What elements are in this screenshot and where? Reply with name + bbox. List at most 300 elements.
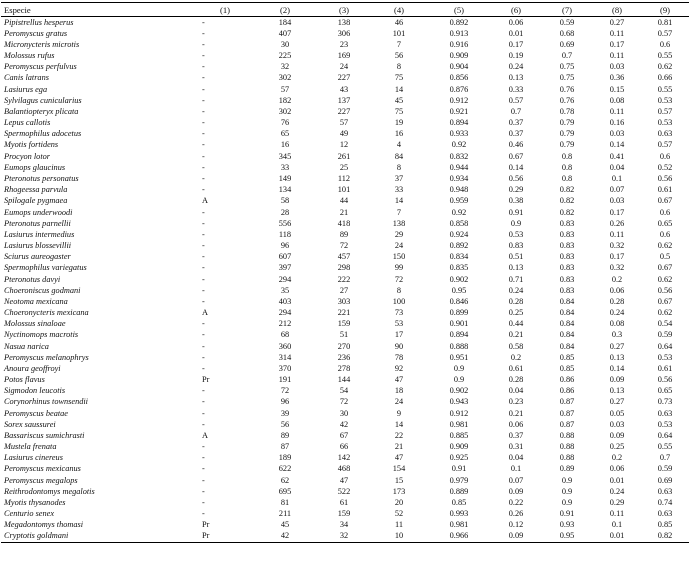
value-cell: 0.7 (659, 453, 671, 463)
value-cell: 0.36 (609, 73, 625, 83)
value-cell: 0.65 (657, 386, 673, 396)
species-name-cell: Peromyscus melanophrys (4, 352, 89, 362)
column-header-8: (8) (593, 3, 641, 17)
value-cell: 90 (394, 341, 404, 351)
table-row (1, 397, 689, 408)
value-cell: 0.52 (657, 162, 673, 172)
status-cell: - (202, 39, 205, 49)
value-cell: 0.12 (508, 520, 524, 530)
value-cell: 0.62 (657, 308, 673, 318)
value-cell: 0.86 (559, 386, 575, 396)
value-cell: 522 (337, 486, 351, 496)
value-cell: 0.06 (508, 419, 524, 429)
table-row (1, 84, 689, 95)
value-cell: 0.9 (561, 486, 573, 496)
value-cell: 0.17 (508, 39, 524, 49)
value-cell: 397 (278, 263, 292, 273)
value-cell: 0.8 (561, 151, 573, 161)
value-cell: 0.921 (449, 106, 469, 116)
table-row (1, 140, 689, 151)
value-cell: 0.979 (449, 475, 469, 485)
value-cell: 45 (394, 95, 404, 105)
species-name-cell: Peromyscus gratus (4, 28, 68, 38)
value-cell: 0.32 (609, 263, 625, 273)
status-cell: - (202, 386, 205, 396)
value-cell: 0.912 (449, 95, 469, 105)
table-row (1, 430, 689, 441)
value-cell: 0.16 (609, 118, 625, 128)
value-cell: 0.62 (657, 62, 673, 72)
status-cell: - (202, 185, 205, 195)
table-row (1, 464, 689, 475)
value-cell: 0.01 (593, 531, 641, 543)
status-cell: - (202, 17, 205, 27)
value-cell: 24 (394, 241, 404, 251)
value-cell: 169 (337, 51, 351, 61)
value-cell: 0.7 (561, 51, 573, 61)
value-cell: 0.82 (559, 185, 575, 195)
value-cell: 0.82 (559, 207, 575, 217)
species-name-cell: Pipistrellus hesperus (4, 17, 74, 27)
value-cell: 0.95 (541, 531, 593, 543)
status-cell: A (202, 308, 208, 318)
value-cell: 96 (280, 241, 290, 251)
value-cell: 0.83 (559, 241, 575, 251)
value-cell: 0.56 (508, 173, 524, 183)
table-row (1, 497, 689, 508)
value-cell: 0.15 (609, 84, 625, 94)
value-cell: 0.37 (508, 430, 524, 440)
value-cell: 0.924 (449, 229, 469, 239)
species-name-cell: Molossus rufus (4, 51, 55, 61)
species-name-cell: Spermophilus variegatus (4, 263, 87, 273)
value-cell: 261 (337, 151, 351, 161)
value-cell: 302 (278, 106, 292, 116)
value-cell: 75 (394, 106, 404, 116)
value-cell: 16 (394, 129, 404, 139)
value-cell: 37 (394, 173, 404, 183)
value-cell: 57 (339, 118, 349, 128)
status-cell: - (202, 140, 205, 150)
value-cell: 137 (337, 95, 351, 105)
value-cell: 0.11 (609, 229, 625, 239)
status-cell: - (202, 118, 205, 128)
value-cell: 0.81 (657, 17, 673, 27)
value-cell: 24 (394, 397, 404, 407)
status-cell: - (202, 319, 205, 329)
value-cell: 68 (280, 330, 290, 340)
species-name-cell: Myotis thysanodes (4, 497, 66, 507)
table-body (1, 17, 689, 543)
value-cell: 16 (280, 140, 290, 150)
value-cell: 8 (396, 62, 402, 72)
value-cell: 0.29 (609, 497, 625, 507)
table-row (1, 39, 689, 50)
value-cell: 0.63 (657, 509, 673, 519)
species-name-cell: Myotis fortidens (4, 140, 59, 150)
status-cell: - (202, 173, 205, 183)
table-row (1, 185, 689, 196)
value-cell: 52 (394, 509, 404, 519)
value-cell: 0.89 (559, 464, 575, 474)
value-cell: 182 (278, 95, 292, 105)
value-cell: 0.84 (559, 319, 575, 329)
value-cell: 607 (278, 252, 292, 262)
value-cell: 0.65 (657, 218, 673, 228)
value-cell: 0.892 (449, 17, 469, 27)
value-cell: 0.944 (449, 162, 469, 172)
value-cell: 62 (280, 475, 290, 485)
value-cell: 51 (339, 330, 349, 340)
value-cell: 56 (394, 51, 404, 61)
species-name-cell: Balantiopteryx plicata (4, 106, 79, 116)
value-cell: 0.37 (508, 129, 524, 139)
value-cell: 0.14 (508, 162, 524, 172)
value-cell: 191 (278, 375, 292, 385)
value-cell: 0.55 (657, 84, 673, 94)
value-cell: 0.76 (559, 84, 575, 94)
status-cell: - (202, 453, 205, 463)
value-cell: 0.832 (449, 151, 469, 161)
value-cell: 0.53 (657, 419, 673, 429)
table-row (1, 151, 689, 162)
value-cell: 34 (339, 520, 349, 530)
value-cell: 32 (280, 62, 290, 72)
value-cell: 0.21 (508, 408, 524, 418)
value-cell: 99 (394, 263, 404, 273)
value-cell: 19 (394, 118, 404, 128)
value-cell: 173 (392, 486, 406, 496)
value-cell: 0.67 (508, 151, 524, 161)
value-cell: 0.46 (508, 140, 524, 150)
value-cell: 0.56 (657, 285, 673, 295)
table-row (1, 296, 689, 307)
species-name-cell: Procyon lotor (4, 151, 51, 161)
value-cell: 21 (339, 207, 349, 217)
table-row (1, 475, 689, 486)
value-cell: 134 (278, 185, 292, 195)
value-cell: 0.27 (609, 17, 625, 27)
value-cell: 0.83 (559, 229, 575, 239)
value-cell: 118 (278, 229, 292, 239)
species-name-cell: Neotoma mexicana (4, 296, 68, 306)
species-name-cell: Sorex saussurei (4, 419, 56, 429)
value-cell: 0.06 (508, 17, 524, 27)
value-cell: 0.66 (657, 73, 673, 83)
value-cell: 72 (280, 386, 290, 396)
status-cell: - (202, 62, 205, 72)
value-cell: 17 (394, 330, 404, 340)
value-cell: 0.876 (449, 84, 469, 94)
table-row (1, 352, 689, 363)
species-name-cell: Lasiurus intermedius (4, 229, 75, 239)
species-name-cell: Cryptotis goldmani (1, 531, 197, 543)
value-cell: 0.889 (449, 486, 469, 496)
value-cell: 12 (339, 140, 349, 150)
value-cell: 345 (278, 151, 292, 161)
value-cell: 0.55 (657, 51, 673, 61)
value-cell: 622 (278, 464, 292, 474)
value-cell: 101 (337, 185, 351, 195)
value-cell: 18 (394, 386, 404, 396)
value-cell: 227 (337, 106, 351, 116)
value-cell: 0.83 (559, 285, 575, 295)
value-cell: 0.73 (657, 397, 673, 407)
value-cell: 0.9 (453, 363, 465, 373)
value-cell: 0.63 (657, 408, 673, 418)
value-cell: 0.6 (659, 39, 671, 49)
status-cell: - (202, 106, 205, 116)
value-cell: 468 (337, 464, 351, 474)
value-cell: 0.75 (559, 62, 575, 72)
species-name-cell: Canis latrans (4, 73, 49, 83)
value-cell: 0.26 (508, 509, 524, 519)
value-cell: 0.91 (559, 509, 575, 519)
species-table (1, 2, 689, 543)
value-cell: 221 (337, 308, 351, 318)
value-cell: 0.909 (449, 442, 469, 452)
value-cell: 0.29 (508, 185, 524, 195)
species-name-cell: Rhogeessa parvula (4, 185, 68, 195)
status-cell: A (202, 430, 208, 440)
value-cell: 278 (337, 363, 351, 373)
value-cell: 0.83 (508, 241, 524, 251)
status-cell: - (202, 241, 205, 251)
status-cell: - (202, 341, 205, 351)
value-cell: 0.53 (657, 95, 673, 105)
value-cell: 32 (317, 531, 371, 543)
value-cell: 0.04 (508, 386, 524, 396)
species-name-cell: Corynorhinus townsendii (4, 397, 88, 407)
value-cell: 0.95 (451, 285, 467, 295)
value-cell: 138 (337, 17, 351, 27)
table-row (1, 17, 689, 29)
value-cell: 0.83 (559, 252, 575, 262)
status-cell: Pr (197, 531, 253, 543)
value-cell: 0.09 (609, 375, 625, 385)
column-header-2: (2) (253, 3, 317, 17)
value-cell: 8 (396, 162, 402, 172)
value-cell: 0.92 (451, 207, 467, 217)
value-cell: 0.69 (657, 475, 673, 485)
value-cell: 0.62 (657, 241, 673, 251)
status-cell: - (202, 475, 205, 485)
value-cell: 0.58 (508, 341, 524, 351)
species-name-cell: Reithrodontomys megalotis (4, 486, 95, 496)
value-cell: 0.09 (491, 531, 541, 543)
table-row (1, 229, 689, 240)
value-cell: 0.1 (611, 173, 623, 183)
value-cell: 0.86 (559, 375, 575, 385)
value-cell: 0.83 (559, 218, 575, 228)
value-cell: 44 (339, 196, 349, 206)
value-cell: 144 (337, 375, 351, 385)
value-cell: 0.06 (609, 285, 625, 295)
table-header (1, 3, 689, 17)
value-cell: 0.33 (508, 84, 524, 94)
value-cell: 294 (278, 274, 292, 284)
table-row (1, 95, 689, 106)
species-name-cell: Pteronotus personatus (4, 173, 79, 183)
species-name-cell: Sigmodon leucotis (4, 386, 66, 396)
status-cell: - (202, 296, 205, 306)
value-cell: 149 (278, 173, 292, 183)
table-row (1, 386, 689, 397)
value-cell: 73 (394, 308, 404, 318)
value-cell: 0.933 (449, 129, 469, 139)
value-cell: 0.69 (559, 39, 575, 49)
value-cell: 4 (396, 140, 402, 150)
value-cell: 0.17 (609, 39, 625, 49)
value-cell: 84 (394, 151, 404, 161)
status-cell: - (202, 207, 205, 217)
column-header-species: Especie (1, 3, 197, 17)
table-row (1, 207, 689, 218)
table-row (1, 263, 689, 274)
species-name-cell: Potos flavus (4, 375, 45, 385)
status-cell: - (202, 263, 205, 273)
value-cell: 303 (337, 296, 351, 306)
table-row (1, 408, 689, 419)
value-cell: 298 (337, 263, 351, 273)
species-name-cell: Nasua narica (4, 341, 49, 351)
value-cell: 0.23 (508, 397, 524, 407)
value-cell: 0.892 (449, 241, 469, 251)
value-cell: 53 (394, 319, 404, 329)
value-cell: 0.07 (609, 185, 625, 195)
column-header-9: (9) (641, 3, 689, 17)
status-cell: - (202, 84, 205, 94)
value-cell: 370 (278, 363, 292, 373)
value-cell: 0.31 (508, 442, 524, 452)
value-cell: 0.846 (449, 296, 469, 306)
value-cell: 39 (280, 408, 290, 418)
table-row (1, 307, 689, 318)
value-cell: 0.03 (609, 62, 625, 72)
table-row (1, 218, 689, 229)
value-cell: 302 (278, 73, 292, 83)
status-cell: - (202, 509, 205, 519)
value-cell: 222 (337, 274, 351, 284)
status-cell: Pr (202, 375, 210, 385)
value-cell: 138 (392, 218, 406, 228)
value-cell: 227 (337, 73, 351, 83)
value-cell: 0.894 (449, 118, 469, 128)
value-cell: 159 (337, 319, 351, 329)
status-cell: - (202, 397, 205, 407)
value-cell: 0.24 (609, 308, 625, 318)
value-cell: 0.981 (449, 520, 469, 530)
value-cell: 14 (394, 419, 404, 429)
value-cell: 154 (392, 464, 406, 474)
value-cell: 0.67 (657, 263, 673, 273)
value-cell: 0.858 (449, 218, 469, 228)
status-cell: - (202, 252, 205, 262)
value-cell: 0.79 (559, 118, 575, 128)
column-header-3: (3) (317, 3, 371, 17)
value-cell: 142 (337, 453, 351, 463)
value-cell: 0.13 (609, 386, 625, 396)
value-cell: 21 (394, 442, 404, 452)
status-cell: - (202, 229, 205, 239)
value-cell: 0.27 (609, 341, 625, 351)
value-cell: 0.53 (657, 352, 673, 362)
value-cell: 0.57 (508, 95, 524, 105)
value-cell: 0.13 (508, 263, 524, 273)
value-cell: 75 (394, 73, 404, 83)
value-cell: 0.7 (510, 106, 522, 116)
value-cell: 0.17 (609, 207, 625, 217)
value-cell: 43 (339, 84, 349, 94)
column-header-6: (6) (491, 3, 541, 17)
value-cell: 189 (278, 453, 292, 463)
value-cell: 0.03 (609, 196, 625, 206)
value-cell: 0.84 (559, 308, 575, 318)
value-cell: 65 (280, 129, 290, 139)
value-cell: 0.24 (508, 285, 524, 295)
value-cell: 0.67 (657, 296, 673, 306)
species-name-cell: Megadontomys thomasi (4, 520, 84, 530)
value-cell: 407 (278, 28, 292, 38)
table-row (1, 173, 689, 184)
value-cell: 29 (394, 229, 404, 239)
value-cell: 100 (392, 296, 406, 306)
value-cell: 0.8 (561, 173, 573, 183)
value-cell: 0.2 (510, 352, 522, 362)
value-cell: 0.56 (657, 173, 673, 183)
value-cell: 0.92 (451, 140, 467, 150)
value-cell: 0.21 (508, 330, 524, 340)
value-cell: 30 (280, 39, 290, 49)
value-cell: 0.6 (659, 207, 671, 217)
table-row (1, 106, 689, 117)
value-cell: 0.24 (609, 486, 625, 496)
value-cell: 0.24 (508, 62, 524, 72)
value-cell: 0.885 (449, 430, 469, 440)
value-cell: 0.83 (559, 263, 575, 273)
value-cell: 0.25 (609, 442, 625, 452)
value-cell: 0.67 (657, 196, 673, 206)
value-cell: 23 (339, 39, 349, 49)
value-cell: 0.13 (609, 352, 625, 362)
status-cell: - (202, 363, 205, 373)
value-cell: 58 (280, 196, 290, 206)
value-cell: 7 (396, 39, 402, 49)
species-name-cell: Anoura geoffroyi (4, 363, 61, 373)
species-name-cell: Eumops underwoodi (4, 207, 73, 217)
species-name-cell: Peromyscus perfulvus (4, 62, 77, 72)
value-cell: 0.28 (508, 375, 524, 385)
value-cell: 0.8 (561, 162, 573, 172)
value-cell: 0.25 (508, 308, 524, 318)
value-cell: 20 (394, 497, 404, 507)
status-cell: - (202, 162, 205, 172)
value-cell: 0.834 (449, 252, 469, 262)
value-cell: 57 (280, 84, 290, 94)
value-cell: 78 (394, 352, 404, 362)
species-name-cell: Lasiurus blossevillii (4, 241, 72, 251)
table-row (1, 509, 689, 520)
value-cell: 695 (278, 486, 292, 496)
column-header-1: (1) (197, 3, 253, 17)
value-cell: 0.19 (508, 51, 524, 61)
value-cell: 0.53 (508, 229, 524, 239)
species-name-cell: Pteronotus davyi (4, 274, 61, 284)
value-cell: 184 (278, 17, 292, 27)
value-cell: 0.09 (508, 486, 524, 496)
table-row (1, 419, 689, 430)
value-cell: 92 (394, 363, 404, 373)
